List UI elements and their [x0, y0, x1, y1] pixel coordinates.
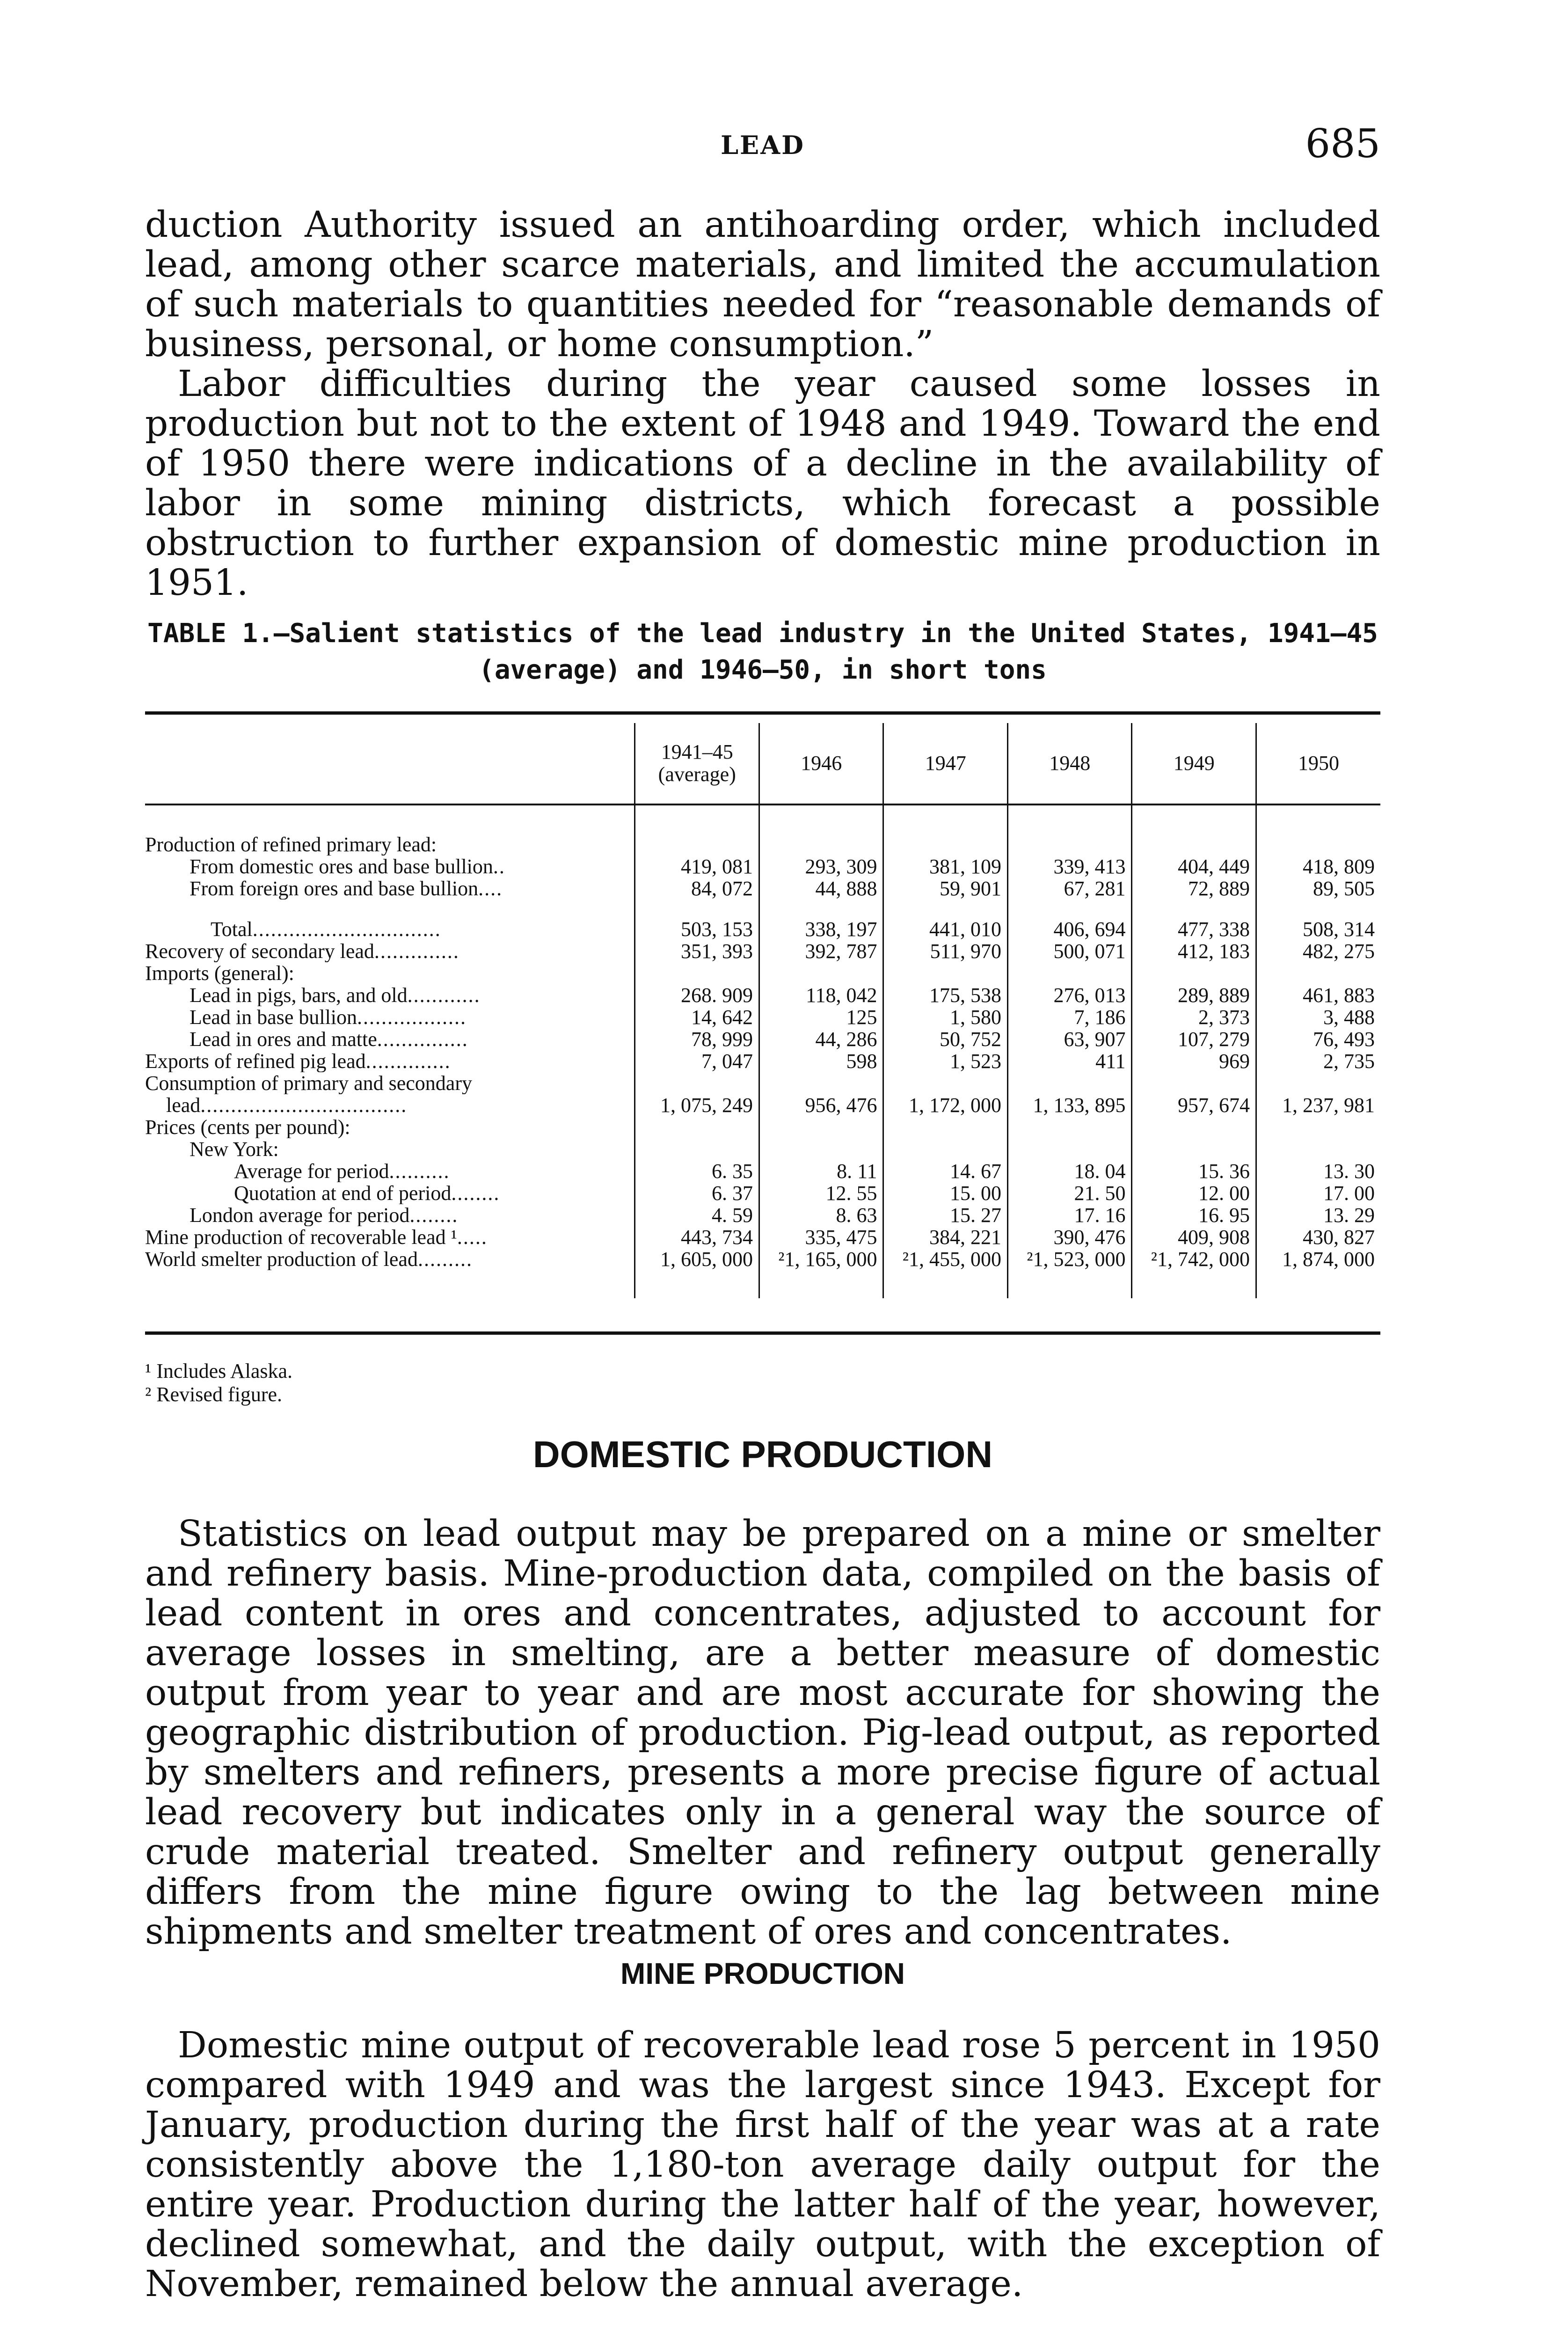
header-1941-45: 1941–45 (average): [635, 723, 759, 804]
row-label: Average for period: [234, 1160, 389, 1182]
running-head: [145, 121, 1380, 172]
table-cell: 175, 538: [883, 984, 1008, 1006]
table-cell: 392, 787: [759, 940, 883, 962]
row-label: London average for period: [190, 1204, 410, 1226]
page-number: 685: [1305, 121, 1380, 167]
table-cell: ²1, 455, 000: [883, 1248, 1008, 1270]
table-row: [145, 1160, 1380, 1182]
document-page: [145, 0, 1380, 2340]
row-label: Lead in pigs, bars, and old: [190, 984, 408, 1006]
table-cell: 969: [1132, 1050, 1256, 1072]
table-cell: 411: [1007, 1050, 1132, 1072]
table-cell: 289, 889: [1132, 984, 1256, 1006]
table-cell: 12. 55: [759, 1182, 883, 1204]
table-cell: 8. 11: [759, 1160, 883, 1182]
row-label: Exports of refined pig lead: [145, 1050, 366, 1072]
table-cell: 6. 35: [635, 1160, 759, 1182]
header-1950: 1950: [1256, 723, 1380, 804]
table-row: [145, 834, 1380, 856]
table-cell: ²1, 742, 000: [1132, 1248, 1256, 1270]
table-row: [145, 1072, 1380, 1094]
paragraph-statistics: [145, 1514, 1380, 1952]
leader-dots: ....: [478, 878, 503, 899]
table-cell: 1, 133, 895: [1007, 1094, 1132, 1116]
leader-dots: ........: [451, 1182, 500, 1204]
table-cell: 268. 909: [635, 984, 759, 1006]
table-cell: 409, 908: [1132, 1226, 1256, 1248]
table-row: [145, 1050, 1380, 1072]
table-cell: 21. 50: [1007, 1182, 1132, 1204]
table-row: [145, 984, 1380, 1006]
row-label: lead: [166, 1094, 201, 1116]
table-cell: 7, 047: [635, 1050, 759, 1072]
table-cell: 430, 827: [1256, 1226, 1380, 1248]
table-cell: 76, 493: [1256, 1028, 1380, 1050]
row-label: Production of refined primary lead:: [145, 834, 437, 856]
table-cell: 17. 16: [1007, 1204, 1132, 1226]
paragraph-mine-output-text: Domestic mine output of recoverable lead rose 5 percent in 1950 compared with 1949 and was the largest since 1943. Except for January, production during the first half of the year was at a rate consistently above the 1,180-ton average daily output for the entire year. Production during the latter half of the year, however, declined somewhat, and the daily output, with the exception of November, remained below the annual average.: [145, 2025, 1380, 2305]
table-cell: 13. 30: [1256, 1160, 1380, 1182]
table-row: [145, 878, 1380, 899]
footnote-1: ¹ Includes Alaska.: [145, 1360, 293, 1382]
table-cell: 381, 109: [883, 856, 1008, 878]
row-label: Lead in base bullion: [190, 1006, 357, 1028]
table-cell: 89, 505: [1256, 878, 1380, 899]
row-label: From domestic ores and base bullion: [190, 856, 493, 878]
table-cell: 67, 281: [1007, 878, 1132, 899]
table-cell: 59, 901: [883, 878, 1008, 899]
leader-dots: ............: [407, 984, 481, 1006]
table-caption-line1: —Salient statistics of the lead industry in the United States, 1941–45: [273, 618, 1378, 649]
paragraph-mine-output: [145, 2026, 1380, 2304]
table-row: [145, 1248, 1380, 1270]
row-label: Mine production of recoverable lead ¹: [145, 1226, 457, 1248]
paragraph-statistics-text: Statistics on lead output may be prepared on a mine or smelter and refinery basis. Mine-production data, compiled on the basis of lead content in ores and concentrates, adjusted to account for average losses in smelting, are a better measure of domestic output from year to year and are most accurate for showing the geographic distribution of production. Pig-lead output, as reported by smelters and refiners, presents a more precise figure of actual lead recovery but indicates only in a general way the source of crude material treated. Smelter and refinery output generally differs from the mine figure owing to the lag between mine shipments and smelter treatment of ores and concentrates.: [145, 1513, 1380, 1952]
table-cell: 412, 183: [1132, 940, 1256, 962]
table-cell: 1, 605, 000: [635, 1248, 759, 1270]
table-cell: 17. 00: [1256, 1182, 1380, 1204]
table-cell: 384, 221: [883, 1226, 1008, 1248]
table-top-rule: [145, 711, 1380, 715]
table-cell: 293, 309: [759, 856, 883, 878]
table-cell: 2, 735: [1256, 1050, 1380, 1072]
table-cell: 15. 27: [883, 1204, 1008, 1226]
table-cell: 482, 275: [1256, 940, 1380, 962]
leader-dots: ..................: [357, 1006, 467, 1028]
table-cell: 78, 999: [635, 1028, 759, 1050]
table-cell: 1, 237, 981: [1256, 1094, 1380, 1116]
table-cell: 18. 04: [1007, 1160, 1132, 1182]
header-1948: 1948: [1007, 723, 1132, 804]
table-cell: 443, 734: [635, 1226, 759, 1248]
table-cell: 1, 075, 249: [635, 1094, 759, 1116]
leader-dots: ..........: [389, 1160, 450, 1182]
table-cell: 956, 476: [759, 1094, 883, 1116]
header-1946: 1946: [759, 723, 883, 804]
table-cell: 418, 809: [1256, 856, 1380, 878]
leader-dots: .........: [417, 1248, 473, 1270]
table-cell: 276, 013: [1007, 984, 1132, 1006]
row-label: Prices (cents per pound):: [145, 1116, 350, 1138]
table-cell: 15. 00: [883, 1182, 1008, 1204]
row-label: Consumption of primary and secondary: [145, 1072, 472, 1094]
leader-dots: ..............: [365, 1050, 451, 1072]
row-label: Quotation at end of period: [234, 1182, 452, 1204]
row-label: Imports (general):: [145, 962, 294, 984]
table-cell: 419, 081: [635, 856, 759, 878]
table-footnotes: [145, 1360, 1380, 1406]
table-cell: 500, 071: [1007, 940, 1132, 962]
table-row: [145, 940, 1380, 962]
leader-dots: ..............: [374, 940, 459, 962]
paragraph-labor-text: Labor difficulties during the year caused some losses in production but not to the extent of 1948 and 1949. Toward the end of 1950 there were indications of a decline in the availability of labor in some mining districts, which forecast a possible obstruction to further expansion of domestic mine production in 1951.: [145, 363, 1380, 604]
table-row: [145, 1204, 1380, 1226]
row-label: From foreign ores and base bullion: [190, 878, 479, 899]
table-row: [145, 1116, 1380, 1138]
section-heading-mine: MINE PRODUCTION: [620, 1957, 905, 1990]
table-cell: 1, 523: [883, 1050, 1008, 1072]
table-cell: 477, 338: [1132, 918, 1256, 940]
header-1947: 1947: [883, 723, 1008, 804]
table-row: [145, 1006, 1380, 1028]
row-label: New York:: [190, 1138, 279, 1160]
table-caption-label: TABLE 1.: [147, 618, 274, 649]
paragraph-antihoarding: duction Authority issued an antihoarding order, which included lead, among other scarce materials, and limited the accumulation of such materials to quantities needed for “reasonable demands of business, personal, or home consumption.”: [145, 204, 1380, 365]
table-cell: 14, 642: [635, 1006, 759, 1028]
table-cell: 50, 752: [883, 1028, 1008, 1050]
table-cell: 4. 59: [635, 1204, 759, 1226]
row-label: Recovery of secondary lead: [145, 940, 374, 962]
table-cell: 72, 889: [1132, 878, 1256, 899]
table-row: [145, 1138, 1380, 1160]
salient-statistics-table: [145, 723, 1380, 1298]
table-cell: 84, 072: [635, 878, 759, 899]
table-cell: 957, 674: [1132, 1094, 1256, 1116]
table-cell: 125: [759, 1006, 883, 1028]
leader-dots: ........: [409, 1204, 459, 1226]
footnote-2: ² Revised figure.: [145, 1383, 283, 1406]
leader-dots: ...............................: [252, 918, 441, 940]
table-cell: 338, 197: [759, 918, 883, 940]
table-row: [145, 1094, 1380, 1116]
table-row: [145, 1226, 1380, 1248]
table-cell: 339, 413: [1007, 856, 1132, 878]
table-cell: 335, 475: [759, 1226, 883, 1248]
table-cell: 511, 970: [883, 940, 1008, 962]
leader-dots: ..: [493, 856, 505, 878]
paragraph-labor: [145, 364, 1380, 603]
table-cell: 107, 279: [1132, 1028, 1256, 1050]
table-cell: 3, 488: [1256, 1006, 1380, 1028]
row-label: Lead in ores and matte: [190, 1028, 377, 1050]
table-cell: 441, 010: [883, 918, 1008, 940]
leader-dots: ..................................: [200, 1094, 408, 1116]
table-cell: 16. 95: [1132, 1204, 1256, 1226]
table-cell: 503, 153: [635, 918, 759, 940]
table-row: [145, 962, 1380, 984]
table-cell: 44, 888: [759, 878, 883, 899]
section-heading-domestic: DOMESTIC PRODUCTION: [532, 1433, 993, 1475]
leader-dots: .....: [457, 1226, 488, 1248]
table-row: [145, 1028, 1380, 1050]
table-cell: 508, 314: [1256, 918, 1380, 940]
table-cell: 1, 874, 000: [1256, 1248, 1380, 1270]
table-cell: 44, 286: [759, 1028, 883, 1050]
table-cell: 6. 37: [635, 1182, 759, 1204]
leader-dots: ...............: [377, 1028, 468, 1050]
table-row: [145, 856, 1380, 878]
table-cell: 461, 883: [1256, 984, 1380, 1006]
table-cell: 1, 172, 000: [883, 1094, 1008, 1116]
table-caption-line2: (average) and 1946–50, in short tons: [479, 655, 1047, 685]
table-cell: 13. 29: [1256, 1204, 1380, 1226]
table-cell: 406, 694: [1007, 918, 1132, 940]
running-head-title: LEAD: [721, 130, 805, 160]
table-cell: 14. 67: [883, 1160, 1008, 1182]
row-label: World smelter production of lead: [145, 1248, 418, 1270]
table-cell: 15. 36: [1132, 1160, 1256, 1182]
table-cell: 7, 186: [1007, 1006, 1132, 1028]
table-cell: 118, 042: [759, 984, 883, 1006]
table-cell: 2, 373: [1132, 1006, 1256, 1028]
table-cell: 12. 00: [1132, 1182, 1256, 1204]
table-cell: ²1, 165, 000: [759, 1248, 883, 1270]
table-cell: 598: [759, 1050, 883, 1072]
table-cell: 390, 476: [1007, 1226, 1132, 1248]
table-cell: 1, 580: [883, 1006, 1008, 1028]
table-cell: 8. 63: [759, 1204, 883, 1226]
header-stub: [145, 723, 635, 804]
table-cell: 63, 907: [1007, 1028, 1132, 1050]
table-bottom-rule: [145, 1331, 1380, 1335]
table-header-row: [145, 723, 1380, 804]
table-caption: [145, 615, 1380, 688]
header-1949: 1949: [1132, 723, 1256, 804]
table-row: [145, 918, 1380, 940]
row-label: Total: [211, 918, 253, 940]
table-row: [145, 1182, 1380, 1204]
table-cell: 351, 393: [635, 940, 759, 962]
table-cell: 404, 449: [1132, 856, 1256, 878]
table-cell: ²1, 523, 000: [1007, 1248, 1132, 1270]
